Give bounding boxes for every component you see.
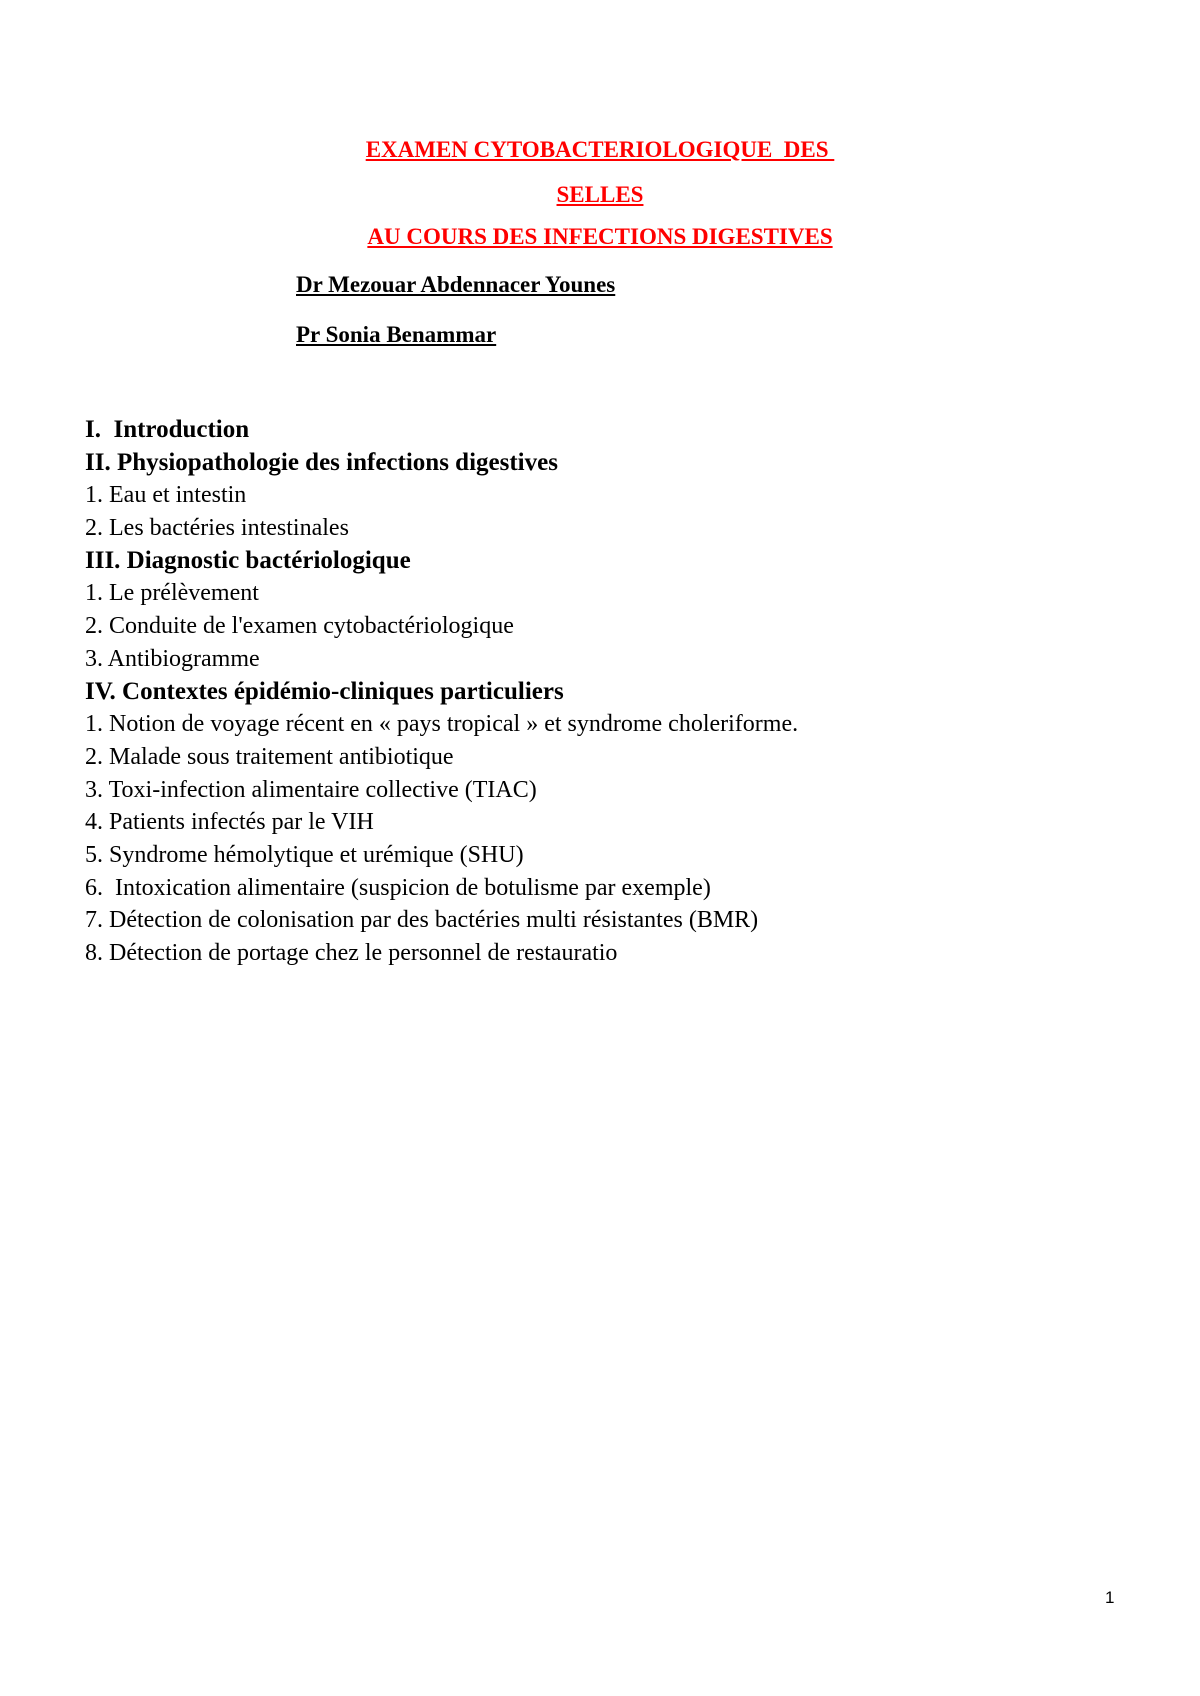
toc-section-heading: IV. Contextes épidémio-cliniques particuliers	[85, 677, 564, 705]
toc-item: 3. Toxi-infection alimentaire collective (TIAC)	[85, 776, 537, 803]
toc-item: 2. Conduite de l'examen cytobactériologique	[85, 613, 514, 640]
title-line-3: AU COURS DES INFECTIONS DIGESTIVES	[367, 224, 833, 249]
author-2: Pr Sonia Benammar	[296, 322, 497, 347]
toc-item: 3. Antibiogramme	[85, 645, 260, 672]
toc-section-heading: II. Physiopathologie des infections digestives	[85, 448, 558, 476]
toc-item: 1. Notion de voyage récent en « pays tropical » et syndrome choleriforme.	[85, 711, 799, 738]
toc-item: 4. Patients infectés par le VIH	[85, 809, 374, 836]
toc-item: 7. Détection de colonisation par des bactéries multi résistantes (BMR)	[85, 907, 759, 934]
toc-item: 1. Le prélèvement	[85, 580, 259, 607]
toc-item: 1. Eau et intestin	[85, 482, 247, 509]
title-line-2: SELLES	[556, 182, 644, 207]
toc-item: 8. Détection de portage chez le personnel de restauratio	[85, 940, 618, 966]
toc-item: 2. Malade sous traitement antibiotique	[85, 743, 454, 770]
toc-item: 5. Syndrome hémolytique et urémique (SHU)	[85, 841, 524, 868]
author-1: Dr Mezouar Abdennacer Younes	[296, 272, 616, 297]
toc-section-heading: I. Introduction	[85, 416, 250, 443]
table-of-contents	[85, 414, 1115, 970]
title-line-1: EXAMEN CYTOBACTERIOLOGIQUE DES	[365, 137, 835, 162]
toc-item: 2. Les bactéries intestinales	[85, 515, 349, 542]
toc-item: 6. Intoxication alimentaire (suspicion de botulisme par exemple)	[85, 874, 711, 901]
page-number: 1	[1105, 1588, 1115, 1607]
toc-section-heading: III. Diagnostic bactériologique	[85, 546, 411, 574]
